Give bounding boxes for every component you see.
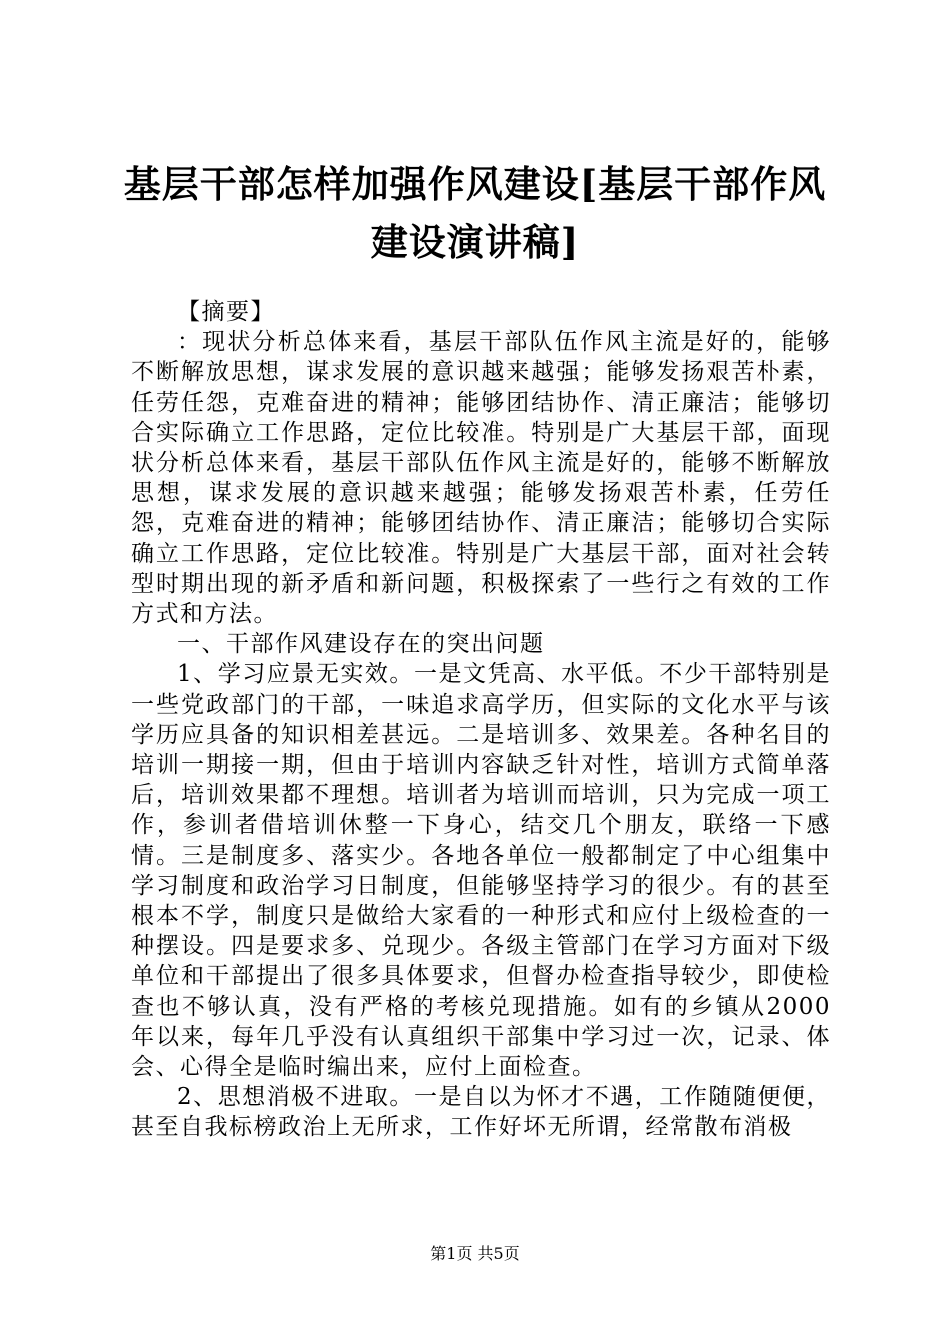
document-title: 基层干部怎样加强作风建设[基层干部作风建设演讲稿] bbox=[123, 162, 827, 264]
document-body bbox=[131, 297, 831, 1143]
section-heading: 一、干部作风建设存在的突出问题 bbox=[177, 631, 545, 658]
body-paragraph: 2、思想消极不进取。一是自以为怀才不遇，工作随随便便，甚至自我标榜政治上无所求，工作好坏无所谓，经常散布消极 bbox=[131, 1084, 831, 1141]
page-footer: 第1页 共5页 bbox=[430, 1244, 520, 1263]
abstract-heading: 【摘要】 bbox=[177, 299, 275, 325]
body-paragraph: 1、学习应景无实效。一是文凭高、水平低。不少干部特别是一些党政部门的干部，一味追求高学历，但实际的文化水平与该学历应具备的知识相差甚远。二是培训多、效果差。各种名目的培训一期接一期，但由于培训内容缺乏针对性，培训方式简单落后，培训效果都不理想。培训者为培训而培训，只为完成一项工作，参训者借培训休整一下身心，结交几个朋友，联络一下感情。三是制度多、落实少。各地各单位一般都制定了中心组集中学习制度和政治学习日制度，但能够坚持学习的很少。有的甚至根本不学，制度只是做给大家看的一种形式和应付上级检查的一种摆设。四是要求多、兑现少。各级主管部门在学习方面对下级单位和干部提出了很多具体要求，但督办检查指导较少，即使检查也不够认真，没有严格的考核兑现措施。如有的乡镇从2000年以来，每年几乎没有认真组织干部集中学习过一次，记录、体会、心得全是临时编出来，应付上面检查。 bbox=[131, 661, 831, 1081]
abstract-paragraph: ：现状分析总体来看，基层干部队伍作风主流是好的，能够不断解放思想，谋求发展的意识越来越强；能够发扬艰苦朴素，任劳任怨，克难奋进的精神；能够团结协作、清正廉洁；能够切合实际确立工作思路，定位比较准。特别是广大基层干部，面现状分析总体来看，基层干部队伍作风主流是好的，能够不断解放思想，谋求发展的意识越来越强；能够发扬艰苦朴素，任劳任怨，克难奋进的精神；能够团结协作、清正廉洁；能够切合实际确立工作思路，定位比较准。特别是广大基层干部，面对社会转型时期出现的新矛盾和新问题，积极探索了一些行之有效的工作方式和方法。 bbox=[131, 329, 831, 628]
